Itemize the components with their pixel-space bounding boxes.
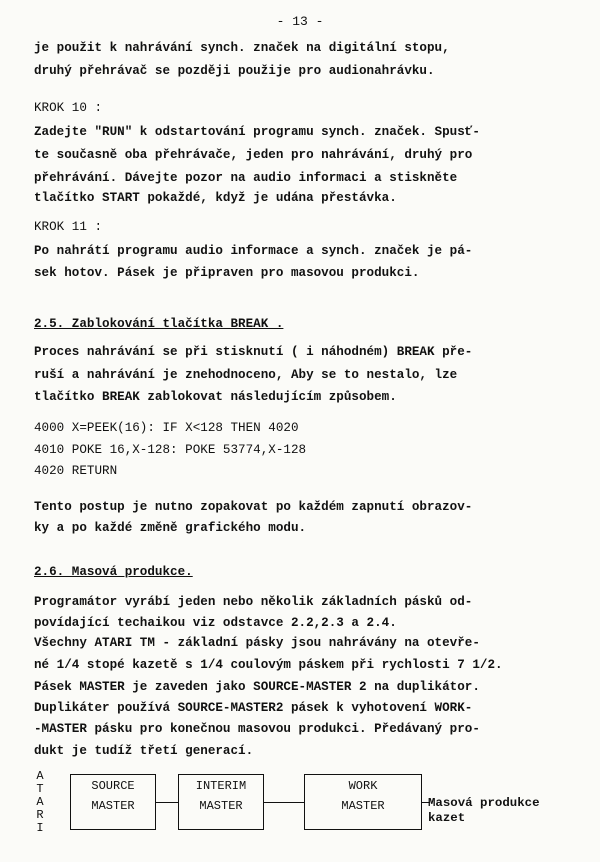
box-label: MASTER xyxy=(341,799,385,813)
paragraph-line: Duplikáter používá SOURCE-MASTER2 pásek k vyhotovení WORK- xyxy=(34,701,473,715)
code-line: 4020 RETURN xyxy=(34,464,118,478)
step-label: KROK 10 : xyxy=(34,101,103,115)
paragraph-line: Po nahrátí programu audio informace a synch. značek je pá- xyxy=(34,244,473,258)
output-line: Masová produkce xyxy=(428,796,540,810)
paragraph-line: povídající techaikou viz odstavce 2.2,2.3 a 2.4. xyxy=(34,616,397,630)
paragraph-line: druhý přehrávač se později použije pro audionahrávku. xyxy=(34,64,435,78)
paragraph-line: Tento postup je nutno zopakovat po každém zapnutí obrazov- xyxy=(34,500,473,514)
paragraph-line: Zadejte "RUN" k odstartování programu synch. značek. Spusť- xyxy=(34,125,480,139)
paragraph-line: je použit k nahrávání synch. značek na digitální stopu, xyxy=(34,41,450,55)
section-heading: 2.6. Masová produkce. xyxy=(34,565,193,579)
code-line: 4000 X=PEEK(16): IF X<128 THEN 4020 xyxy=(34,421,299,435)
diagram-side-label: A T A R I xyxy=(36,769,44,835)
paragraph-line: Programátor vyrábí jeden nebo několik základních pásků od- xyxy=(34,595,473,609)
source-master-box xyxy=(70,774,156,830)
paragraph-line: Všechny ATARI TM - základní pásky jsou nahrávány na otevře- xyxy=(34,636,480,650)
box-label: SOURCE xyxy=(91,779,135,793)
paragraph-line: tlačítko BREAK zablokovat následujícím způsobem. xyxy=(34,390,397,404)
paragraph-line: né 1/4 stopé kazetě s 1/4 coulovým páskem při rychlosti 7 1/2. xyxy=(34,658,503,672)
code-line: 4010 POKE 16,X-128: POKE 53774,X-128 xyxy=(34,443,307,457)
page-number: - 13 - xyxy=(276,14,324,29)
paragraph-line: Proces nahrávání se při stisknutí ( i náhodném) BREAK pře- xyxy=(34,345,473,359)
paragraph-line: -MASTER pásku pro konečnou masovou produkci. Předávaný pro- xyxy=(34,722,480,736)
output-line: kazet xyxy=(428,811,466,825)
paragraph-line: ky a po každé změně grafického modu. xyxy=(34,521,307,535)
paragraph-line: te současně oba přehrávače, jeden pro nahrávání, druhý pro xyxy=(34,148,473,162)
connector-arrow xyxy=(156,802,178,803)
paragraph-line: přehrávání. Dávejte pozor na audio informaci a stiskněte xyxy=(34,171,458,185)
paragraph-line: Pásek MASTER je zaveden jako SOURCE-MASTER 2 na duplikátor. xyxy=(34,680,480,694)
diagram-output-label xyxy=(428,796,540,826)
section-heading: 2.5. Zablokování tlačítka BREAK . xyxy=(34,317,284,331)
paragraph-line: sek hotov. Pásek je připraven pro masovou produkci. xyxy=(34,266,420,280)
step-label: KROK 11 : xyxy=(34,220,103,234)
box-label: MASTER xyxy=(199,799,243,813)
paragraph-line: tlačítko START pokaždé, když je udána přestávka. xyxy=(34,191,397,205)
box-label: MASTER xyxy=(91,799,135,813)
interim-master-box xyxy=(178,774,264,830)
box-label: WORK xyxy=(348,779,378,793)
connector-arrow xyxy=(264,802,304,803)
paragraph-line: ruší a nahrávání je znehodnoceno, Aby se to nestalo, lze xyxy=(34,368,458,382)
box-label: INTERIM xyxy=(195,779,247,793)
work-master-box xyxy=(304,774,422,830)
paragraph-line: dukt je tudíž třetí generací. xyxy=(34,744,254,758)
